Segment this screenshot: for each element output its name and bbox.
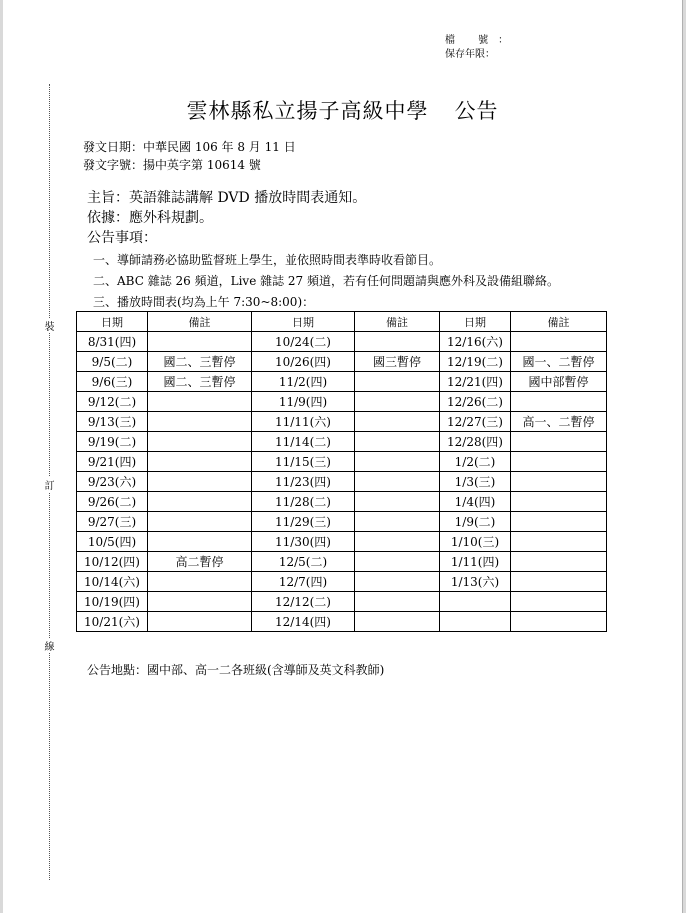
date-cell: 10/24(二) [252, 332, 355, 352]
note-cell [355, 452, 440, 472]
note-cell [355, 372, 440, 392]
announcement-type: 公告 [454, 99, 499, 123]
date-cell: 10/21(六) [77, 612, 148, 632]
note-cell [148, 472, 252, 492]
item-1: 一、導師請務必協助監督班上學生，並依照時間表準時收看節目。 [93, 253, 442, 267]
note-cell: 高一、二暫停 [511, 412, 607, 432]
note-cell: 高二暫停 [148, 552, 252, 572]
table-row [77, 512, 607, 532]
retention-label: 保存年限： [445, 49, 495, 60]
note-cell [148, 392, 252, 412]
date-cell: 1/11(四) [440, 552, 511, 572]
note-cell [511, 532, 607, 552]
binding-char: 線 [44, 638, 55, 653]
date-cell: 9/27(三) [77, 512, 148, 532]
date-cell: 9/12(二) [77, 392, 148, 412]
table-row [77, 552, 607, 572]
note-cell: 國中部暫停 [511, 372, 607, 392]
note-cell [148, 432, 252, 452]
note-cell [511, 472, 607, 492]
column-header-note: 備註 [355, 312, 440, 332]
note-cell [511, 492, 607, 512]
date-cell: 1/9(二) [440, 512, 511, 532]
date-cell: 11/11(六) [252, 412, 355, 432]
date-cell: 12/28(四) [440, 432, 511, 452]
issue-date: 發文日期：中華民國 106 年 8 月 11 日 [83, 140, 296, 154]
table-row [77, 612, 607, 632]
date-cell: 1/2(二) [440, 452, 511, 472]
note-cell [148, 512, 252, 532]
date-cell: 11/28(二) [252, 492, 355, 512]
table-row [77, 532, 607, 552]
table-row [77, 452, 607, 472]
note-cell: 國一、二暫停 [511, 352, 607, 372]
table-row [77, 412, 607, 432]
date-cell [440, 592, 511, 612]
date-cell: 12/5(二) [252, 552, 355, 572]
item-2: 二、ABC 雜誌 26 頻道，Live 雜誌 27 頻道，若有任何問題請與應外科及設備組聯絡。 [93, 274, 560, 288]
note-cell [511, 552, 607, 572]
date-cell: 12/26(二) [440, 392, 511, 412]
date-cell: 12/14(四) [252, 612, 355, 632]
broadcast-schedule-table [76, 311, 607, 632]
date-cell: 10/19(四) [77, 592, 148, 612]
column-header-date: 日期 [252, 312, 355, 332]
binding-char: 訂 [44, 477, 55, 492]
note-cell [355, 512, 440, 532]
note-cell [511, 432, 607, 452]
date-cell: 10/26(四) [252, 352, 355, 372]
date-cell: 11/29(三) [252, 512, 355, 532]
page-title [3, 95, 682, 125]
table-row [77, 372, 607, 392]
column-header-date: 日期 [440, 312, 511, 332]
date-cell: 11/2(四) [252, 372, 355, 392]
date-cell: 9/5(二) [77, 352, 148, 372]
document-number: 發文字號：揚中英字第 10614 號 [83, 158, 261, 172]
note-cell [511, 332, 607, 352]
note-cell [148, 492, 252, 512]
date-cell: 12/7(四) [252, 572, 355, 592]
date-cell: 10/12(四) [77, 552, 148, 572]
table-row [77, 332, 607, 352]
note-cell [511, 592, 607, 612]
note-cell [511, 452, 607, 472]
note-cell [355, 432, 440, 452]
note-cell [148, 412, 252, 432]
file-number-label: 檔 號： [445, 35, 519, 46]
note-cell [355, 472, 440, 492]
note-cell [148, 452, 252, 472]
binding-char: 裝 [44, 318, 55, 333]
date-cell: 9/21(四) [77, 452, 148, 472]
archive-info [445, 34, 518, 62]
note-cell [148, 532, 252, 552]
subject-line: 主旨：英語雜誌講解 DVD 播放時間表通知。 [87, 190, 367, 206]
date-cell: 1/3(三) [440, 472, 511, 492]
table-row [77, 472, 607, 492]
date-cell: 11/9(四) [252, 392, 355, 412]
date-cell: 11/30(四) [252, 532, 355, 552]
column-header-note: 備註 [511, 312, 607, 332]
note-cell [355, 552, 440, 572]
note-cell [148, 332, 252, 352]
note-cell [148, 592, 252, 612]
table-row [77, 592, 607, 612]
note-cell [511, 612, 607, 632]
note-cell [355, 392, 440, 412]
note-cell [355, 412, 440, 432]
note-cell: 國三暫停 [355, 352, 440, 372]
date-cell: 9/26(二) [77, 492, 148, 512]
date-cell: 12/19(二) [440, 352, 511, 372]
schedule-body [77, 332, 607, 632]
table-row [77, 432, 607, 452]
note-cell: 國二、三暫停 [148, 352, 252, 372]
school-name: 雲林縣私立揚子高級中學 [186, 99, 429, 123]
note-cell [355, 532, 440, 552]
table-row [77, 392, 607, 412]
date-cell: 9/19(二) [77, 432, 148, 452]
date-cell: 9/23(六) [77, 472, 148, 492]
note-cell [148, 572, 252, 592]
note-cell [355, 492, 440, 512]
date-cell: 9/6(三) [77, 372, 148, 392]
date-cell: 8/31(四) [77, 332, 148, 352]
note-cell: 國二、三暫停 [148, 372, 252, 392]
basis-line: 依據：應外科規劃。 [87, 210, 213, 226]
date-cell: 12/27(三) [440, 412, 511, 432]
note-cell [511, 512, 607, 532]
date-cell: 11/23(四) [252, 472, 355, 492]
announcement-location: 公告地點：國中部、高一二各班級(含導師及英文科教師) [87, 663, 385, 677]
date-cell: 11/14(二) [252, 432, 355, 452]
date-cell: 12/21(四) [440, 372, 511, 392]
table-row [77, 492, 607, 512]
note-cell [148, 612, 252, 632]
table-row [77, 352, 607, 372]
column-header-date: 日期 [77, 312, 148, 332]
table-row [77, 572, 607, 592]
note-cell [355, 332, 440, 352]
date-cell: 1/4(四) [440, 492, 511, 512]
date-cell: 10/14(六) [77, 572, 148, 592]
date-cell: 12/16(六) [440, 332, 511, 352]
date-cell: 10/5(四) [77, 532, 148, 552]
document-page [3, 0, 683, 913]
date-cell: 1/13(六) [440, 572, 511, 592]
column-header-note: 備註 [148, 312, 252, 332]
note-cell [511, 572, 607, 592]
date-cell: 1/10(三) [440, 532, 511, 552]
items-heading: 公告事項： [87, 230, 157, 246]
date-cell: 12/12(二) [252, 592, 355, 612]
announcement-items [93, 250, 559, 313]
item-3: 三、播放時間表(均為上午 7:30~8:00)： [93, 295, 315, 309]
note-cell [355, 572, 440, 592]
note-cell [355, 612, 440, 632]
date-cell [440, 612, 511, 632]
date-cell: 11/15(三) [252, 452, 355, 472]
note-cell [511, 392, 607, 412]
note-cell [355, 592, 440, 612]
announcement-body [87, 188, 366, 248]
table-header-row [77, 312, 607, 332]
date-cell: 9/13(三) [77, 412, 148, 432]
document-meta [83, 138, 296, 174]
